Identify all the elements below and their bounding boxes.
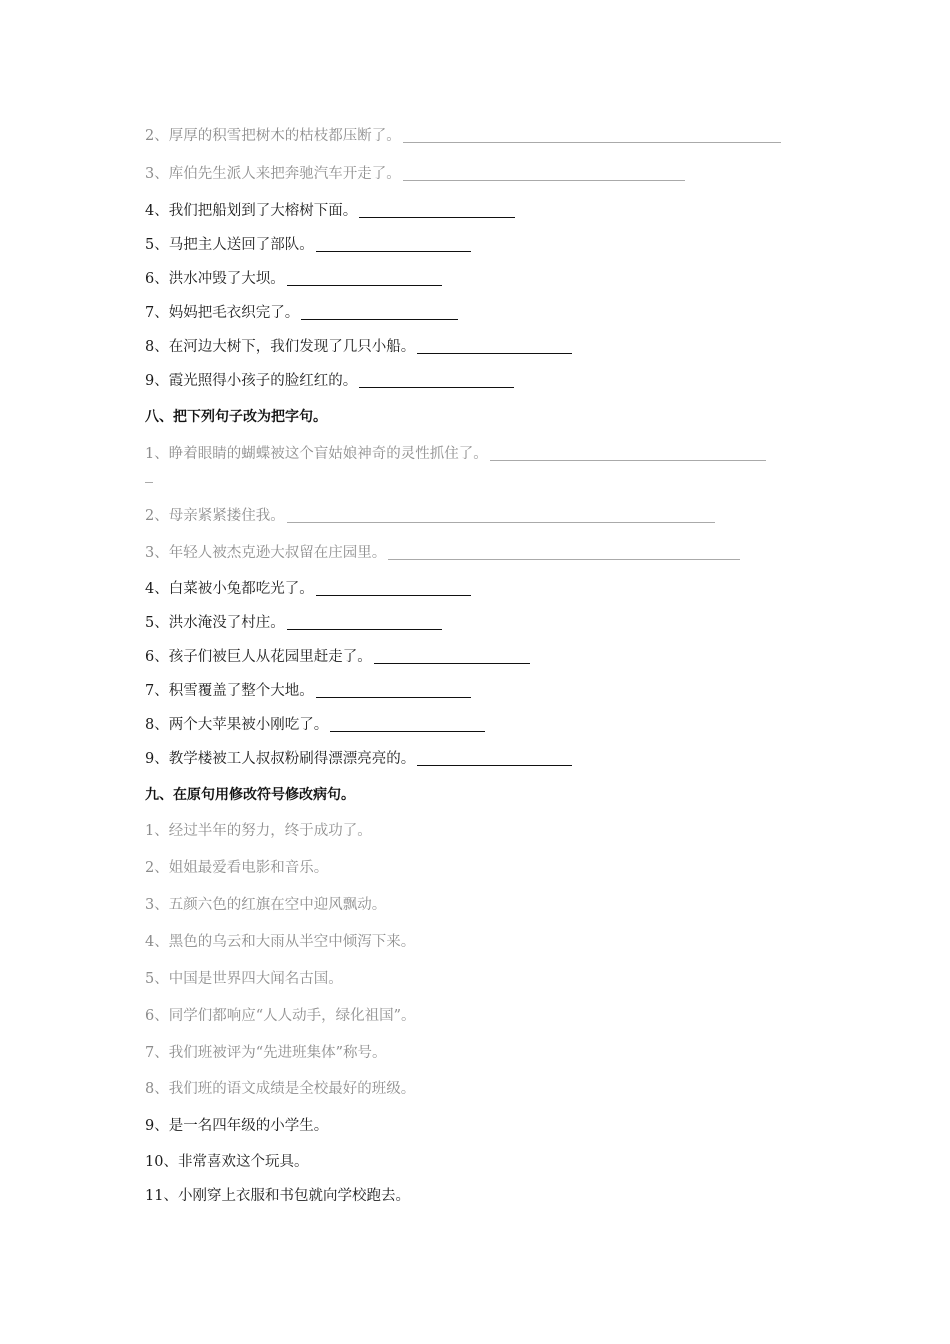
exercise-sentence: 3、五颜六色的红旗在空中迎风飘动。 [145,897,387,913]
exercise-line [145,715,485,735]
exercise-line [145,506,715,526]
exercise-sentence: 2、厚厚的积雪把树木的枯枝都压断了。 [145,128,401,144]
exercise-sentence: 6、同学们都响应“人人动手，绿化祖国”。 [145,1008,416,1024]
exercise-line [145,337,572,357]
exercise-sentence: 7、我们班被评为“先进班集体”称号。 [145,1045,387,1061]
exercise-line [145,303,458,323]
exercise-line [145,269,442,289]
exercise-sentence: 7、积雪覆盖了整个大地。 [145,683,314,699]
answer-blank[interactable] [316,594,471,596]
exercise-line [145,647,530,667]
exercise-sentence: 8、我们班的语文成绩是全校最好的班级。 [145,1081,416,1097]
answer-blank[interactable] [388,558,740,560]
exercise-sentence: 6、孩子们被巨人从花园里赶走了。 [145,649,372,665]
exercise-sentence: 4、白菜被小兔都吃光了。 [145,581,314,597]
section-heading: 八、把下列句子改为把字句。 [145,409,327,425]
exercise-line [145,235,471,255]
exercise-sentence: 6、洪水冲毁了大坝。 [145,271,285,287]
exercise-line [145,681,471,701]
exercise-sentence: 7、妈妈把毛衣织完了。 [145,305,300,321]
answer-blank[interactable] [287,628,442,630]
exercise-sentence: 5、马把主人送回了部队。 [145,237,314,253]
exercise-line [145,201,515,221]
answer-blank[interactable] [330,730,485,732]
exercise-line [145,126,781,146]
exercise-sentence: 2、姐姐最爱看电影和音乐。 [145,860,329,876]
exercise-sentence: 8、两个大苹果被小刚吃了。 [145,717,329,733]
exercise-line [145,543,740,563]
answer-blank[interactable] [374,662,530,664]
answer-blank[interactable] [417,352,572,354]
exercise-sentence: 5、中国是世界四大闻名古国。 [145,971,343,987]
answer-blank[interactable] [417,764,572,766]
exercise-sentence: 1、经过半年的努力，终于成功了。 [145,823,372,839]
answer-blank[interactable] [490,459,766,461]
answer-blank-continuation [145,482,153,483]
exercise-sentence: 8、在河边大树下，我们发现了几只小船。 [145,339,416,355]
answer-blank[interactable] [301,318,458,320]
exercise-sentence: 1、睁着眼睛的蝴蝶被这个盲姑娘神奇的灵性抓住了。 [145,446,488,462]
exercise-sentence: 4、我们把船划到了大榕树下面。 [145,203,358,219]
answer-blank[interactable] [316,696,471,698]
exercise-line [145,164,685,184]
exercise-line [145,371,514,391]
answer-blank[interactable] [359,386,514,388]
exercise-line [145,613,442,633]
exercise-sentence: 2、母亲紧紧搂住我。 [145,508,285,524]
section-heading: 九、在原句用修改符号修改病句。 [145,787,355,803]
exercise-sentence: 9、教学楼被工人叔叔粉刷得漂漂亮亮的。 [145,751,416,767]
answer-blank[interactable] [359,216,515,218]
exercise-sentence: 3、库伯先生派人来把奔驰汽车开走了。 [145,166,401,182]
exercise-sentence: 11、小刚穿上衣服和书包就向学校跑去。 [145,1188,410,1204]
exercise-line [145,444,766,464]
exercise-line [145,579,471,599]
exercise-sentence: 4、黑色的乌云和大雨从半空中倾泻下来。 [145,934,416,950]
exercise-sentence: 10、非常喜欢这个玩具。 [145,1154,309,1170]
answer-blank[interactable] [403,179,685,181]
answer-blank[interactable] [403,141,781,143]
answer-blank[interactable] [316,250,471,252]
exercise-sentence: 5、洪水淹没了村庄。 [145,615,285,631]
answer-blank[interactable] [287,521,715,523]
answer-blank[interactable] [287,284,442,286]
exercise-line [145,749,572,769]
exercise-sentence: 3、年轻人被杰克逊大叔留在庄园里。 [145,545,387,561]
exercise-sentence: 9、是一名四年级的小学生。 [145,1118,329,1134]
exercise-sentence: 9、霞光照得小孩子的脸红红的。 [145,373,358,389]
